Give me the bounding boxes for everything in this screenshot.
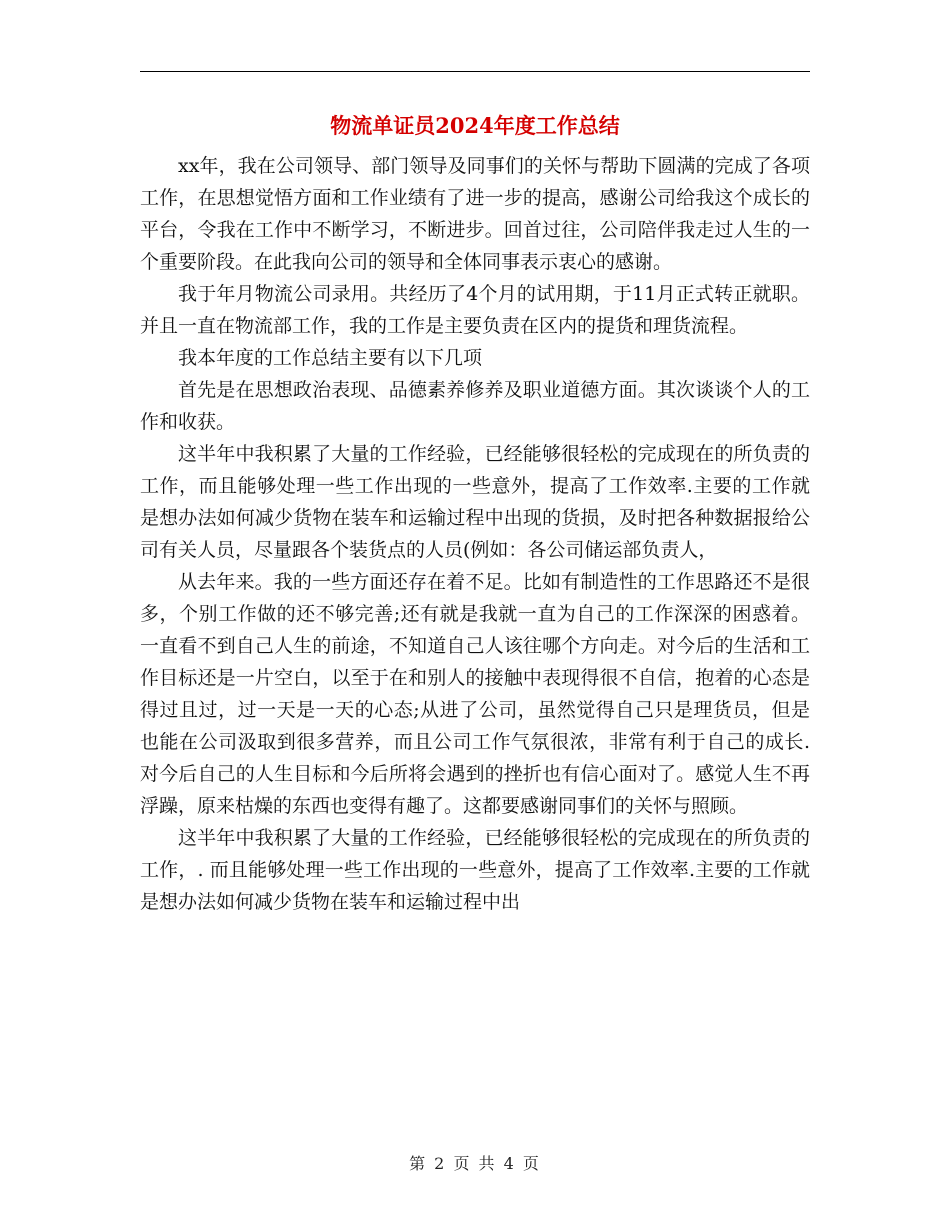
header-rule (140, 71, 810, 72)
paragraph: 从去年来。我的一些方面还存在着不足。比如有制造性的工作思路还不是很多，个别工作做的还不够完善;还有就是我就一直为自己的工作深深的困惑着。一直看不到自己人生的前途，不知道自己人该往哪个方向走。对今后的生活和工作目标还是一片空白，以至于在和别人的接触中表现得很不自信，抱着的心态是得过且过，过一天是一天的心态;从进了公司，虽然觉得自己只是理货员，但是也能在公司汲取到很多营养，而且公司工作气氛很浓，非常有利于自己的成长.对今后自己的人生目标和今后所将会遇到的挫折也有信心面对了。感觉人生不再浮躁，原来枯燥的东西也变得有趣了。这都要感谢同事们的关怀与照顾。 (140, 571, 810, 817)
page-number: 第 2 页 共 4 页 (409, 1154, 541, 1173)
paragraph: 这半年中我积累了大量的工作经验，已经能够很轻松的完成现在的所负责的工作，而且能够处理一些工作出现的一些意外，提高了工作效率.主要的工作就是想办法如何减少货物在装车和运输过程中出现的货损，及时把各种数据报给公司有关人员，尽量跟各个装货点的人员(例如：各公司储运部负责人， (140, 443, 810, 561)
paragraph: 我于年月物流公司录用。共经历了4个月的试用期，于11月正式转正就职。并且一直在物流部工作，我的工作是主要负责在区内的提货和理货流程。 (140, 283, 810, 337)
document-title: 物流单证员2024年度工作总结 (330, 113, 620, 138)
paragraph: 这半年中我积累了大量的工作经验，已经能够很轻松的完成现在的所负责的工作，. 而且能够处理一些工作出现的一些意外，提高了工作效率.主要的工作就是想办法如何减少货物在装车和运输过程中出 (140, 827, 810, 913)
document-body (140, 150, 810, 918)
paragraph: xx年，我在公司领导、部门领导及同事们的关怀与帮助下圆满的完成了各项工作，在思想觉悟方面和工作业绩有了进一步的提高，感谢公司给我这个成长的平台，令我在工作中不断学习，不断进步。回首过往，公司陪伴我走过人生的一个重要阶段。在此我向公司的领导和全体同事表示衷心的感谢。 (140, 155, 810, 273)
paragraph: 首先是在思想政治表现、品德素养修养及职业道德方面。其次谈谈个人的工作和收获。 (140, 379, 810, 433)
paragraph: 我本年度的工作总结主要有以下几项 (178, 347, 483, 369)
